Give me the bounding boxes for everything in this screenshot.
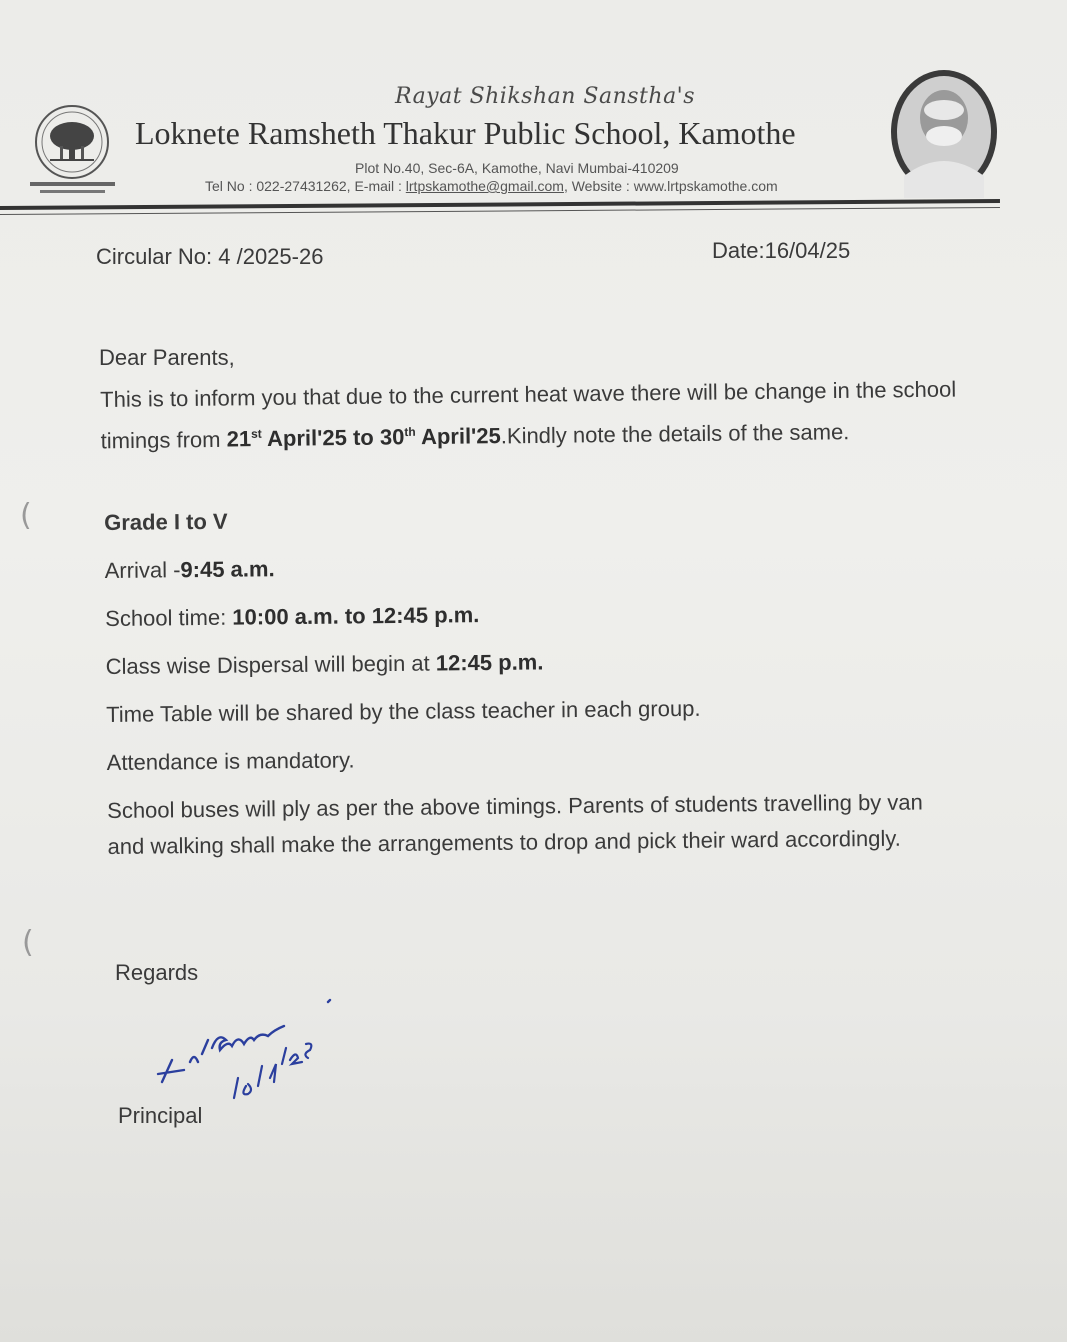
timings-details bbox=[104, 496, 928, 877]
attendance-line: Attendance is mandatory. bbox=[106, 747, 355, 775]
sanstha-name: Rayat Shikshan Sanstha's bbox=[395, 84, 696, 109]
school-contact bbox=[205, 178, 778, 194]
buses-paragraph: School buses will ply as per the above timings. Parents of students travelling by van and walking shall make the arrangements to drop and pick their ward accordingly. bbox=[107, 789, 923, 859]
date-range: 21st April'25 to 30th April'25 bbox=[226, 423, 501, 452]
contact-email-link[interactable]: lrtpskamothe@gmail.com bbox=[405, 178, 564, 194]
dispersal-line: Class wise Dispersal will begin at 12:45 p.m. bbox=[105, 649, 544, 679]
founder-portrait-photo bbox=[888, 66, 1000, 198]
binder-hole-mark-top: ( bbox=[20, 498, 32, 533]
salutation: Dear Parents, bbox=[99, 345, 235, 370]
school-time-line: School time: 10:00 a.m. to 12:45 p.m. bbox=[105, 602, 480, 631]
binder-hole-mark-bottom: ( bbox=[22, 925, 34, 960]
school-logo-banyan-tree bbox=[20, 100, 125, 205]
school-name: Loknete Ramsheth Thakur Public School, Kamothe bbox=[135, 115, 796, 151]
circular-date: Date:16/04/25 bbox=[712, 238, 851, 263]
grade-heading: Grade I to V bbox=[104, 508, 228, 535]
principal-signature bbox=[150, 982, 370, 1112]
circular-number: Circular No: 4 /2025-26 bbox=[96, 244, 324, 269]
contact-website: , Website : www.lrtpskamothe.com bbox=[563, 178, 778, 194]
school-address: Plot No.40, Sec-6A, Kamothe, Navi Mumbai-410209 bbox=[355, 160, 679, 176]
intro-paragraph: This is to inform you that due to the current heat wave there will be change in the school timings from 21st April'25 to 30th April'25.Kindly note the details of the same. bbox=[100, 376, 957, 454]
regards: Regards bbox=[115, 960, 199, 985]
timetable-line: Time Table will be shared by the class teacher in each group. bbox=[106, 695, 701, 727]
arrival-line: Arrival -9:45 a.m. bbox=[104, 556, 275, 583]
principal-title: Principal bbox=[118, 1103, 203, 1128]
contact-phone: Tel No : 022-27431262, E-mail : bbox=[205, 178, 406, 194]
